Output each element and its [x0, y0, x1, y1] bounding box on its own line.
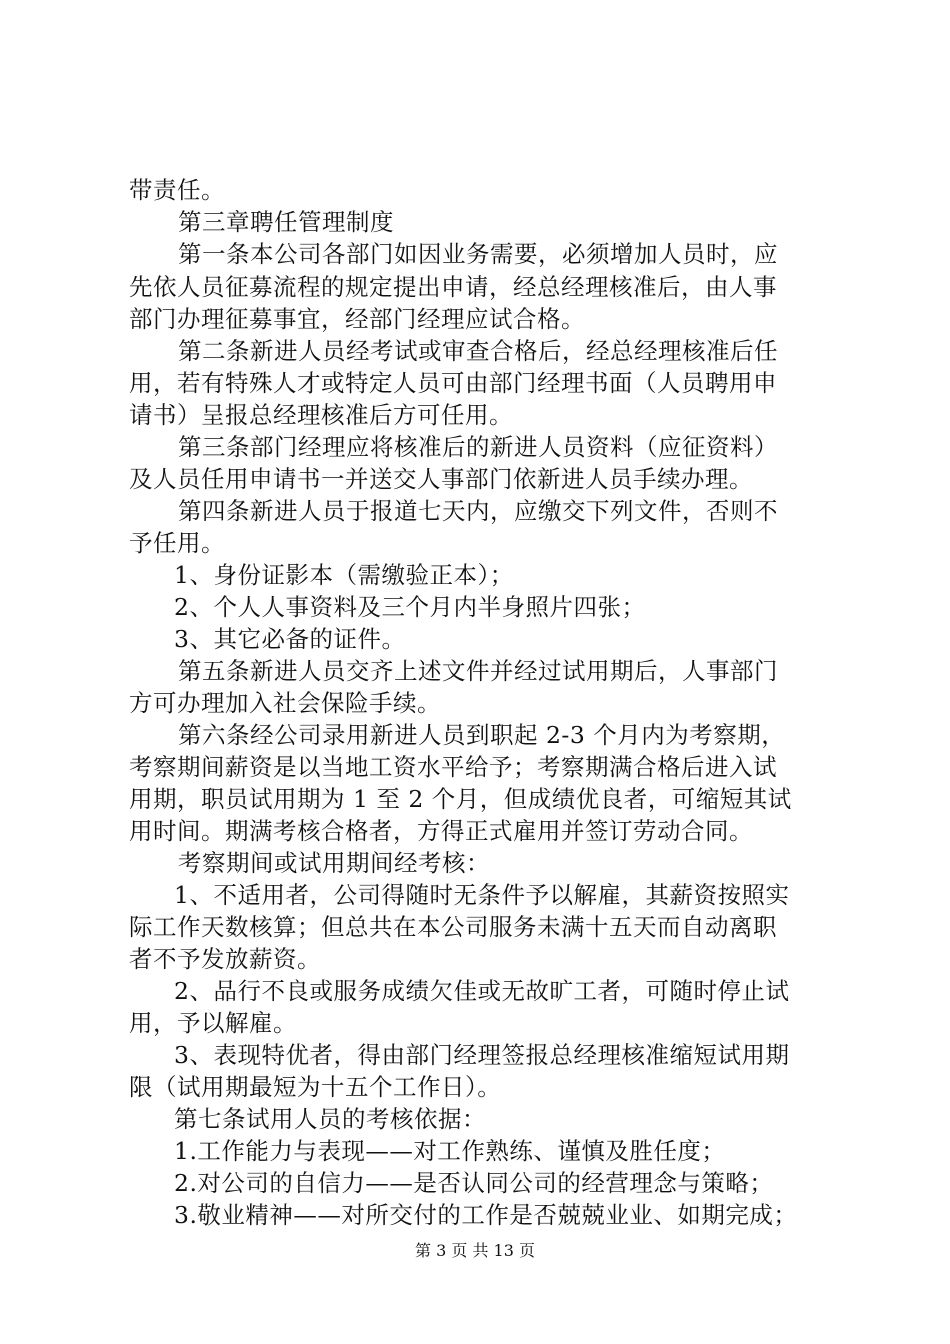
text-line: 第四条新进人员于报道七天内，应缴交下列文件，否则不 — [178, 497, 778, 525]
list-item: 1、不适用者，公司得随时无条件予以解雇，其薪资按照实 — [174, 881, 790, 909]
chapter-heading: 第三章聘任管理制度 — [178, 208, 394, 236]
text-line: 第一条本公司各部门如因业务需要，必须增加人员时，应 — [178, 240, 778, 268]
list-item: 2.对公司的自信力——是否认同公司的经营理念与策略； — [174, 1169, 774, 1197]
text-line: 第六条经公司录用新进人员到职起 2-3 个月内为考察期， — [178, 721, 786, 749]
list-item: 3、表现特优者，得由部门经理签报总经理核准缩短试用期 — [174, 1041, 790, 1069]
list-item: 2、个人人事资料及三个月内半身照片四张； — [174, 593, 646, 621]
text-line: 带责任。 — [129, 176, 225, 204]
text-line: 用，予以解雇。 — [129, 1009, 297, 1037]
text-line: 考察期间薪资是以当地工资水平给予；考察期满合格后进入试 — [129, 753, 777, 781]
list-item: 1.工作能力与表现——对工作熟练、谨慎及胜任度； — [174, 1137, 726, 1165]
text-line: 限（试用期最短为十五个工作日）。 — [129, 1073, 502, 1101]
text-line: 予任用。 — [129, 529, 225, 557]
list-item: 2、品行不良或服务成绩欠佳或无故旷工者，可随时停止试 — [174, 977, 790, 1005]
list-item: 3.敬业精神——对所交付的工作是否兢兢业业、如期完成； — [174, 1201, 798, 1229]
text-line: 及人员任用申请书一并送交人事部门依新进人员手续办理。 — [129, 465, 753, 493]
list-item: 3、其它必备的证件。 — [174, 625, 406, 653]
text-line: 际工作天数核算；但总共在本公司服务未满十五天而自动离职 — [129, 913, 777, 941]
text-line: 方可办理加入社会保险手续。 — [129, 689, 441, 717]
text-line: 用，若有特殊人才或特定人员可由部门经理书面（人员聘用申 — [129, 369, 777, 397]
text-line: 第五条新进人员交齐上述文件并经过试用期后，人事部门 — [178, 657, 778, 685]
text-line: 第二条新进人员经考试或审查合格后，经总经理核准后任 — [178, 337, 778, 365]
text-line: 用期，职员试用期为 1 至 2 个月，但成绩优良者，可缩短其试 — [129, 785, 792, 813]
text-line: 考察期间或试用期间经考核： — [178, 849, 490, 877]
text-line: 第七条试用人员的考核依据： — [174, 1105, 486, 1133]
text-line: 者不予发放薪资。 — [129, 945, 321, 973]
text-line: 先依人员征募流程的规定提出申请，经总经理核准后，由人事 — [129, 273, 777, 301]
text-line: 请书）呈报总经理核准后方可任用。 — [129, 401, 513, 429]
text-line: 用时间。期满考核合格者，方得正式雇用并签订劳动合同。 — [129, 817, 753, 845]
list-item: 1、身份证影本（需缴验正本）； — [174, 561, 514, 589]
page-footer: 第 3 页 共 13 页 — [415, 1241, 535, 1260]
text-line: 第三条部门经理应将核准后的新进人员资料（应征资料） — [178, 433, 778, 461]
text-line: 部门办理征募事宜，经部门经理应试合格。 — [129, 305, 585, 333]
